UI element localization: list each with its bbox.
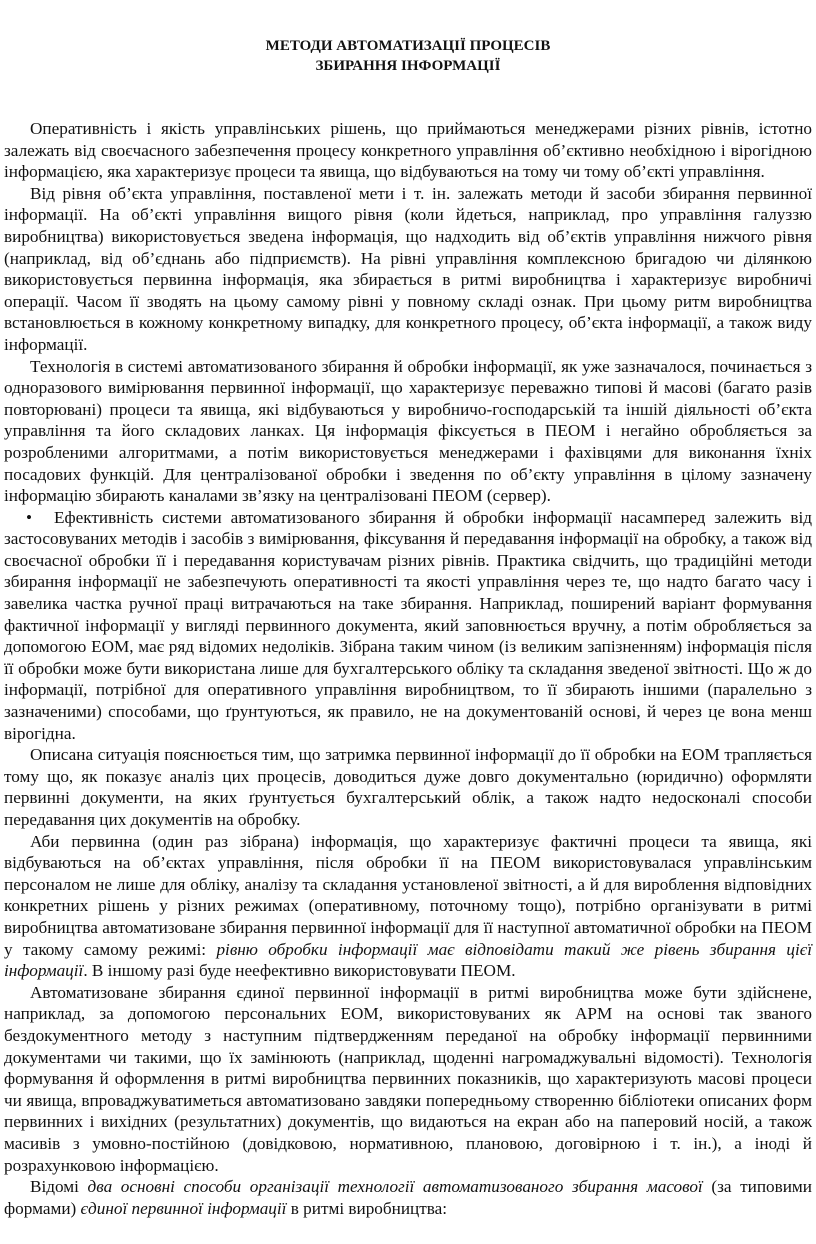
paragraph-8-tail: в ритмі виробництва: [286,1198,448,1218]
bullet-paragraph [4,507,812,745]
paragraph-8-emphasis-1: два основні способи організації технології автоматизованого збирання масової [87,1177,703,1197]
paragraph-6-emphasis: рівню обробки інформації має відповідати такий же рівень збирання цієї інформації [4,939,812,981]
paragraph-8-middle: (за типовими формами) [4,1177,812,1218]
paragraph-6 [4,831,812,982]
document-body [4,118,812,1219]
bullet-icon: • [26,507,33,527]
paragraph-8-emphasis-2: єдиної первинної інформації [80,1198,287,1218]
paragraph-7: Автоматизоване збирання єдиної первинної інформації в ритмі виробництва може бути здійснене, наприклад, за допомогою персональних ЕОМ, використовуваних як АРМ на основі так званого бездокументного методу з наступним підтвердженням переданої на обробку інформації первинними документами чи такими, що їх замінюють (наприклад, щоденні нагромаджувальні відомості). Технологія формування й оформлення в ритмі виробництва первинних показників, що характеризують масові процеси чи явища, впроваджуватиметься автоматизовано завдяки попередньому створенню бібліотеки описаних форм первинних і вихідних (результатних) документів, що видаються на екран або на паперовий носій, а також масивів з умовно-постійною (довідковою, нормативною, плановою, договірною і т. ін.), а іноді й розрахунковою інформацією. [4,982,812,1175]
paragraph-6-text: Аби первинна (один раз зібрана) інформація, що характеризує фактичні процеси та явища, які відбуваються на об’єктах управління, після обробки її на ПЕОМ використовувалася управлінським персоналом не лише для обліку, аналізу та складання установленої звітності, а й для вироблення відповідних конкретних рішень у різних режимах (оперативному, поточному тощо), потрібно організувати в ритмі виробництва автоматизоване збирання первинної інформації для її наступної автоматичної обробки на ПЕОМ у такому самому режимі: [4,831,812,959]
paragraph-2: Від рівня об’єкта управління, поставленої мети і т. ін. залежать методи й засоби збирання первинної інформації. На об’єкті управління вищого рівня (коли йдеться, наприклад, про управління галуззю виробництва) використовується зведена інформація, що надходить від об’єктів управління нижчого рівня (наприклад, від об’єднань або підприємств). На рівні управління комплексною бригадою чи ділянкою використовується первинна інформація, яка збирається в ритмі виробництва і характеризує виробничі операції. Часом її зводять на цьому самому рівні у повному складі ознак. При цьому ритм виробництва встановлюється в кожному конкретному випадку, для конкретного процесу, об’єкта інформації, а також виду інформації. [4,183,812,354]
title-spacer [4,76,812,118]
paragraph-3: Технологія в системі автоматизованого збирання й обробки інформації, як уже зазначалося, починається з одноразового вимірювання первинної інформації, що характеризує переважно типові й масові (багато разів повторювані) процеси та явища, які відбуваються у виробничо-господарській та іншій діяльності об’єкта управління та його складових ланках. Ця інформація фіксується в ПЕОМ і негайно обробляється за розробленими алгоритмами, а потім використовується менеджерами і фахівцями для виконання їхніх посадових функцій. Для централізованої обробки і зведення по об’єкту управління в цілому зазначену інформацію збирають каналами зв’язку на централізовані ПЕОМ (сервер). [4,356,812,506]
paragraph-8 [4,1176,812,1219]
paragraph-8-lead: Відомі [30,1177,88,1197]
title-line-1: МЕТОДИ АВТОМАТИЗАЦІЇ ПРОЦЕСІВ [265,38,551,54]
paragraph-5: Описана ситуація пояснюється тим, що затримка первинної інформації до її обробки на ЕОМ трапляється тому що, як показує аналіз цих процесів, доводиться дуже довго документально (юридично) оформляти первинні документи, на яких ґрунтується бухгалтерський облік, а також надто недосконалі способи передавання цих документів на обробку. [4,745,812,829]
paragraph-1: Оперативність і якість управлінських рішень, що приймаються менеджерами різних рівнів, істотно залежать від своєчасного забезпечення процесу конкретного управління об’єктивно необхідною і вірогідною інформацією, яка характеризує процеси та явища, що відбуваються на тому чи тому об’єкті управління. [4,119,812,182]
paragraph-4-text: Ефективність системи автоматизованого збирання й обробки інформації насамперед залежить від застосовуваних методів і засобів з вимірювання, фіксування й передавання інформації на обробку, а також від своєчасної обробки її і передавання користувачам різних рівнів. Практика свідчить, що традиційні методи збирання інформації не забезпечують оперативності та якості управління через те, що надто багато часу і завелика частка ручної праці витрачаються на таке збирання. Наприклад, поширений варіант формування фактичної інформації у вигляді первинного документа, який заповнюється вручну, а потім обробляється за допомогою ЕОМ, має ряд відомих недоліків. Зібрана таким чином (із великим запізненням) інформація після її обробки може бути використана лише для бухгалтерського обліку та складання зведеної звітності. Що ж до інформації, потрібної для оперативного управління виробництвом, то її збирають іншими (паралельно з зазначеними) способами, що ґрунтуються, як правило, не на документованій основі, й через це вона менш вірогідна. [4,507,812,743]
title-line-2: ЗБИРАННЯ ІНФОРМАЦІЇ [315,58,501,74]
document-title [4,36,812,76]
paragraph-6-tail: . В іншому разі буде неефективно використовувати ПЕОМ. [83,961,516,981]
